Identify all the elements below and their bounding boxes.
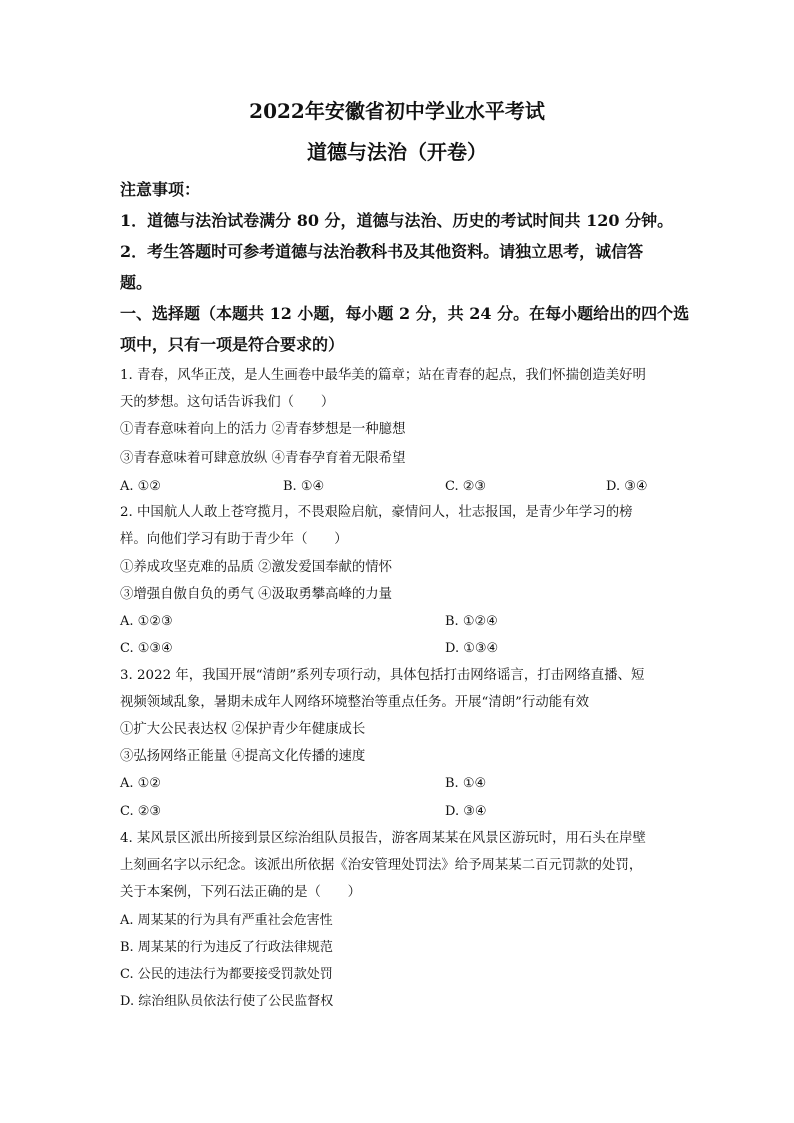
q2-option-c: C. ①③④ <box>120 641 173 656</box>
q2-statement-2: ③增强自傲自负的勇气 ④汲取勇攀高峰的力量 <box>120 587 393 602</box>
q4-option-c: C. 公民的违法行为都要接受罚款处罚 <box>120 967 333 982</box>
notice-item-2-line-1: 2．考生答题时可参考道德与法治教科书及其他资料。请独立思考，诚信答 <box>120 242 644 261</box>
q2-stem-line-1: 2. 中国航人人敢上苍穹揽月，不畏艰险启航，豪情问人，壮志报国，是青少年学习的榜 <box>120 505 633 520</box>
q2-option-b: B. ①②④ <box>445 614 498 629</box>
q2-stem-line-2: 样。向他们学习有助于青少年（ ） <box>120 532 348 547</box>
q1-statement-2: ③青春意味着可肆意放纵 ④青春孕育着无限希望 <box>120 451 406 466</box>
q3-option-d: D. ③④ <box>445 804 487 819</box>
q2-statement-1: ①养成攻坚克难的品质 ②激发爱国奉献的情怀 <box>120 560 393 575</box>
exam-title: 2022年安徽省初中学业水平考试 <box>249 99 545 123</box>
q1-stem-line-2: 天的梦想。这句话告诉我们（ ） <box>120 395 335 410</box>
q3-option-c: C. ②③ <box>120 804 162 819</box>
q2-option-a: A. ①②③ <box>120 614 173 629</box>
q4-option-a: A. 周某某的行为具有严重社会危害性 <box>120 913 333 928</box>
q3-statement-2: ③弘扬网络正能量 ④提高文化传播的速度 <box>120 749 366 764</box>
q3-statement-1: ①扩大公民表达权 ②保护青少年健康成长 <box>120 722 366 737</box>
notice-heading: 注意事项： <box>120 180 201 199</box>
q1-option-d: D. ③④ <box>606 479 648 494</box>
notice-item-1: 1．道德与法治试卷满分 80 分，道德与法治、历史的考试时间共 120 分钟。 <box>120 211 674 230</box>
q1-option-c: C. ②③ <box>445 479 487 494</box>
q2-option-d: D. ①③④ <box>445 641 499 656</box>
section-heading-line-1: 一、选择题（本题共 12 小题，每小题 2 分，共 24 分。在每小题给出的四个选 <box>120 304 690 323</box>
q1-statement-1: ①青春意味着向上的活力 ②青春梦想是一种臆想 <box>120 422 406 437</box>
q1-option-a: A. ①② <box>120 479 161 494</box>
exam-subtitle: 道德与法治（开卷） <box>307 140 487 164</box>
q3-stem-line-2: 视频领域乱象，暑期未成年人网络环境整治等重点任务。开展“清朗”行动能有效 <box>120 695 589 710</box>
q4-stem-line-2: 上刻画名字以示纪念。该派出所依据《治安管理处罚法》给予周某某二百元罚款的处罚， <box>120 858 643 873</box>
q1-stem-line-1: 1. 青春，风华正茂，是人生画卷中最华美的篇章；站在青春的起点，我们怀揣创造美好明 <box>120 368 646 383</box>
q4-option-b: B. 周某某的行为违反了行政法律规范 <box>120 940 333 955</box>
q3-option-a: A. ①② <box>120 776 161 791</box>
section-heading-line-2: 项中，只有一项是符合要求的） <box>120 335 345 354</box>
q1-option-b: B. ①④ <box>283 479 325 494</box>
q4-option-d: D. 综治组队员依法行使了公民监督权 <box>120 994 334 1009</box>
notice-item-2-line-2: 题。 <box>120 273 153 292</box>
q4-stem-line-3: 关于本案例，下列石法正确的是（ ） <box>120 885 362 900</box>
q4-stem-line-1: 4. 某风景区派出所接到景区综治组队员报告，游客周某某在风景区游玩时，用石头在岸壁 <box>120 831 646 846</box>
q3-stem-line-1: 3. 2022 年，我国开展“清朗”系列专项行动，具体包括打击网络谣言，打击网络直播、短 <box>120 668 645 683</box>
q3-option-b: B. ①④ <box>445 776 487 791</box>
